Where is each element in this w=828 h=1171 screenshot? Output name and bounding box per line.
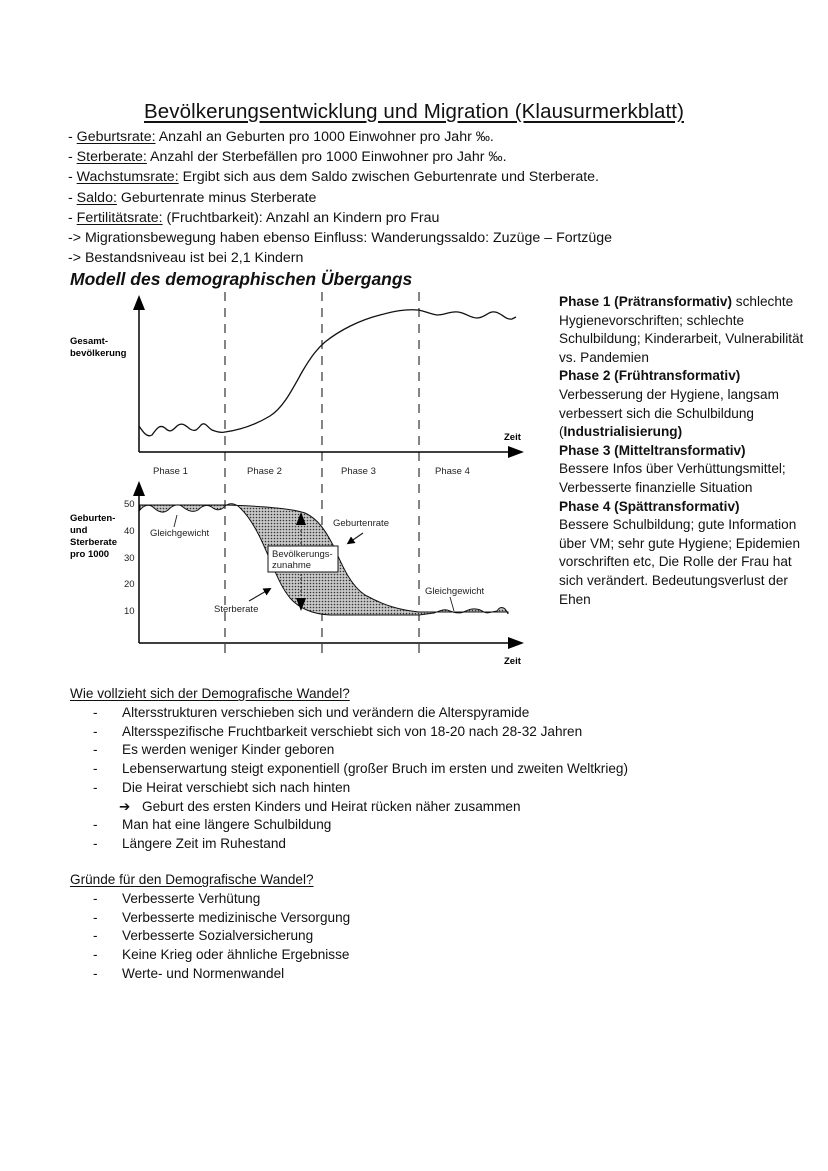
annotation-population-increase: Bevölkerungs- <box>272 549 333 560</box>
svg-text:Geburten-: Geburten- <box>70 513 116 524</box>
y-axis-arrow-icon <box>133 295 145 310</box>
annotation-equilibrium: Gleichgewicht <box>150 528 210 539</box>
list-item: - Verbesserte Verhütung <box>93 891 261 906</box>
model-title: Modell des demographischen Übergangs <box>70 269 413 289</box>
phase-label: Phase 2 <box>247 466 282 477</box>
phase-heading: Phase 4 (Spättransformativ) <box>559 498 740 514</box>
phase-heading: Phase 2 (Frühtransformativ) <box>559 368 741 384</box>
y-tick: 10 <box>124 606 135 617</box>
list-sub-item: ➔ Geburt des ersten Kinders und Heirat rücken näher zusammen <box>90 798 628 817</box>
definition-text: Anzahl der Sterbefällen pro 1000 Einwohner pro Jahr ‰. <box>146 149 507 166</box>
annotation-population-increase: zunahme <box>272 560 312 571</box>
y-ticks <box>124 499 135 617</box>
dash: - <box>68 129 77 145</box>
definition-term: Fertilitätsrate: <box>76 209 163 226</box>
phase-heading: Phase 1 (Prätransformativ) <box>559 294 733 309</box>
phase-label: Phase 3 <box>341 466 376 477</box>
list-item: - Die Heirat verschiebt sich nach hinten <box>93 779 351 795</box>
svg-text:pro 1000: pro 1000 <box>70 549 110 560</box>
dash: - <box>68 169 77 186</box>
list-item: - Altersspezifische Fruchtbarkeit verschiebt sich von 18-20 nach 28-32 Jahren <box>93 723 583 739</box>
phase-heading: Phase 3 (Mitteltransformativ) <box>559 442 746 458</box>
phase-2-description: Phase 2 (Frühtransformativ) Verbesserung der Hygiene, langsam verbessert sich die Schulbildung (Industrialisierung) <box>559 368 779 440</box>
phase-3-description: Phase 3 (Mitteltransformativ) Bessere Infos über Verhüttungsmittel; Verbesserte finanzielle Situation <box>559 442 786 495</box>
list-item: - Werte- und Normenwandel <box>93 965 285 981</box>
x-axis-label: Zeit <box>504 432 521 443</box>
arrow-right-icon: ➔ <box>119 798 131 814</box>
definition-text: Ergibt sich aus dem Saldo zwischen Geburtenrate und Sterberate. <box>178 169 599 186</box>
y-axis-arrow-icon <box>133 481 145 496</box>
definition-term: Sterberate: <box>76 149 147 166</box>
definition-term: Wachstumsrate: <box>76 169 179 186</box>
birth-death-rate-chart <box>70 481 524 667</box>
x-axis-label: Zeit <box>504 656 521 667</box>
dash: - <box>68 149 77 166</box>
note-item: -> Bestandsniveau ist bei 2,1 Kindern <box>68 250 304 267</box>
y-axis-label: bevölkerung <box>70 348 127 359</box>
list-item: - Längere Zeit im Ruhestand <box>93 835 286 851</box>
y-axis-label: Gesamt- <box>70 336 109 347</box>
page-title: Bevölkerungsentwicklung und Migration (Klausurmerkblatt) <box>144 100 684 123</box>
annotation-equilibrium: Gleichgewicht <box>425 586 485 597</box>
list-item: - Es werden weniger Kinder geboren <box>93 742 335 758</box>
list-item: - Verbesserte medizinische Versorgung <box>93 909 351 925</box>
population-curve <box>139 310 516 436</box>
definition-text: Geburtenrate minus Sterberate <box>116 189 317 206</box>
question-1-list <box>90 704 628 854</box>
x-axis-arrow-icon <box>508 446 524 458</box>
y-tick: 30 <box>124 553 135 564</box>
dash: - <box>68 209 77 226</box>
y-tick: 50 <box>124 499 135 510</box>
definition-text: (Fruchtbarkeit): Anzahl an Kindern pro Frau <box>162 209 440 226</box>
phase-1-description: Phase 1 (Prätransformativ) schlechte Hygienevorschriften; schlechte Schulbildung; Kinderarbeit, Vulnerabilität vs. Pandemien <box>559 294 804 365</box>
definition-term: Saldo: <box>76 189 117 206</box>
dash: - <box>68 189 77 206</box>
x-axis-arrow-icon <box>508 637 524 649</box>
annotation-death-rate: Sterberate <box>214 604 259 615</box>
question-2-title: Gründe für den Demografische Wandel? <box>70 872 314 887</box>
question-2-list <box>90 890 350 984</box>
y-tick: 20 <box>124 579 135 590</box>
list-item: - Lebenserwartung steigt exponentiell (großer Bruch im ersten und zweiten Weltkrieg) <box>93 761 628 777</box>
list-item: - Verbesserte Sozialversicherung <box>93 928 314 944</box>
list-item: - Man hat eine längere Schulbildung <box>93 817 332 833</box>
list-item: - Keine Krieg oder ähnliche Ergebnisse <box>93 947 350 963</box>
phase-labels <box>153 466 470 477</box>
question-1-title: Wie vollzieht sich der Demografische Wandel? <box>70 686 350 701</box>
phase-descriptions <box>559 293 809 609</box>
note-item: -> Migrationsbewegung haben ebenso Einfluss: Wanderungssaldo: Zuzüge – Fortzüge <box>68 230 613 247</box>
svg-text:Sterberate: Sterberate <box>70 537 117 548</box>
y-tick: 40 <box>124 526 135 537</box>
annotation-birth-rate: Geburtenrate <box>333 518 389 529</box>
phase-4-description: Phase 4 (Spättransformativ) Bessere Schulbildung; gute Information über VM; sehr gute Hygiene; Epidemien vorschriften etc, Die Rolle der Frau hat sich verändert. Bedeutungsverlust der Ehen <box>559 498 801 607</box>
definition-text: Anzahl an Geburten pro 1000 Einwohner pro Jahr ‰. <box>155 129 494 145</box>
population-chart <box>70 295 524 458</box>
phase-label: Phase 4 <box>435 466 470 477</box>
list-item: - Altersstrukturen verschieben sich und verändern die Alterspyramide <box>93 705 530 720</box>
phase-label: Phase 1 <box>153 466 188 477</box>
definition-term: Geburtsrate: <box>76 129 156 145</box>
y-axis-label <box>70 513 117 560</box>
svg-text:und: und <box>70 525 88 536</box>
